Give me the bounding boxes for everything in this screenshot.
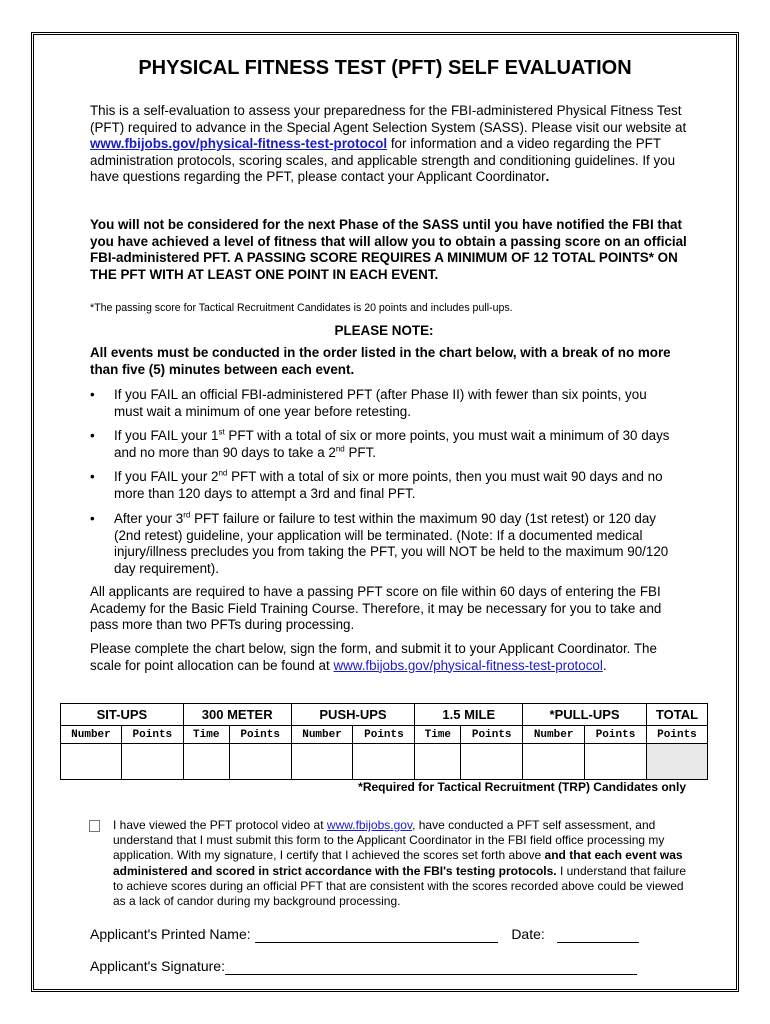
intro-text: This is a self-evaluation to assess your preparedness for the FBI-administered Physical Fitness Test (PFT) required to advance in the Special Agent Selection System (SASS). Please visit our website at [90, 103, 687, 135]
bullet-text: After your 3rd PFT failure or failure to test within the maximum 90 day (1st retest) or 120 day (2nd retest) guideline, your application will be terminated. (Note: If a documented medical injury/illness precludes you from taking the PFT, you will NOT be held to the maximum 90/120 day requirement). [114, 510, 669, 576]
please-note-heading: PLEASE NOTE: [334, 323, 434, 338]
bullet-icon: • [90, 511, 95, 526]
warning-paragraph: You will not be considered for the next Phase of the SASS until you have notified the FBI that you have achieved a level of fitness that will allow you to obtain a passing score on an official FBI-administered PFT. A PASSING SCORE REQUIRES A MINIMUM OF 12 TOTAL POINTS* ON THE PFT WITH AT LEAST ONE POINT IN EACH EVENT. [90, 217, 687, 282]
header-300-meter: 300 METER [183, 704, 291, 726]
subheader-cell: Number [61, 726, 122, 744]
bullet-text: If you FAIL your 1st PFT with a total of six or more points, you must wait a minimum of 30 days and no more than 90 days to take a 2nd PFT. [114, 427, 670, 460]
bullet-text: If you FAIL your 2nd PFT with a total of six or more points, then you must wait 90 days and no more than 120 days to attempt a 3rd and final PFT. [114, 468, 663, 501]
300m-time-entry[interactable] [183, 744, 229, 780]
trc-footnote: *The passing score for Tactical Recruitment Candidates is 20 points and includes pull-ups. [90, 302, 513, 314]
page-title: PHYSICAL FITNESS TEST (PFT) SELF EVALUATION [138, 57, 632, 79]
subheader-cell: Points [646, 726, 707, 744]
date-field[interactable] [557, 928, 639, 943]
table-subheader-row [61, 726, 708, 744]
bullet-icon: • [90, 469, 95, 484]
subheader-cell: Points [585, 726, 647, 744]
date-label: Date: [511, 926, 545, 942]
bullet-icon: • [90, 387, 95, 402]
pft-protocol-link[interactable]: www.fbijobs.gov/physical-fitness-test-protocol [90, 136, 388, 151]
order-note: All events must be conducted in the order listed in the chart below, with a break of no more than five (5) minutes between each event. [90, 345, 671, 377]
signature-label: Applicant's Signature: [90, 958, 225, 974]
header-total: TOTAL [646, 704, 707, 726]
mile-points-entry[interactable] [461, 744, 523, 780]
header-situps: SIT-UPS [61, 704, 184, 726]
trp-note: *Required for Tactical Recruitment (TRP) Candidates only [358, 780, 686, 794]
situps-points-entry[interactable] [121, 744, 183, 780]
academy-note: All applicants are required to have a passing PFT score on file within 60 days of entering the FBI Academy for the Basic Field Training Course. Therefore, it may be necessary for you to take and pass more than two PFTs during processing. [90, 584, 662, 632]
subheader-cell: Points [229, 726, 291, 744]
table-header-row [61, 704, 708, 726]
subheader-cell: Points [121, 726, 183, 744]
pushups-number-entry[interactable] [291, 744, 353, 780]
subheader-cell: Number [523, 726, 585, 744]
table-entry-row [61, 744, 708, 780]
complete-note-text: Please complete the chart below, sign the form, and submit it to your Applicant Coordinator. The scale for point allocation can be found at [90, 641, 657, 673]
bullet-text: If you FAIL an official FBI-administered PFT (after Phase II) with fewer than six points, you must wait a minimum of one year before retesting. [114, 387, 647, 419]
pullups-number-entry[interactable] [523, 744, 585, 780]
pushups-points-entry[interactable] [353, 744, 415, 780]
certification-text: I have viewed the PFT protocol video at www.fbijobs.gov, have conducted a PFT self assessment, and understand that I must submit this form to the Applicant Coordinator in the FBI field office processing my application. With my signature, I certify that I achieved the scores set forth above and that each event was administered and scored in strict accordance with the FBI's testing protocols. I understand that failure to achieve scores during an official PFT that are consistent with the scores recorded above could be viewed as a lack of candor during my background processing. [113, 818, 687, 909]
fbijobs-link[interactable]: www.fbijobs.gov [326, 818, 413, 832]
intro-period: . [545, 169, 550, 184]
intro-paragraph [90, 103, 690, 186]
total-points-entry[interactable] [646, 744, 707, 780]
subheader-cell: Time [415, 726, 461, 744]
printed-name-field[interactable] [255, 928, 498, 943]
mile-time-entry[interactable] [415, 744, 461, 780]
subheader-cell: Number [291, 726, 353, 744]
scores-table [60, 703, 708, 780]
pullups-points-entry[interactable] [585, 744, 647, 780]
subheader-cell: Points [353, 726, 415, 744]
printed-name-label: Applicant's Printed Name: [90, 926, 251, 942]
situps-number-entry[interactable] [61, 744, 122, 780]
signature-row [90, 958, 690, 975]
scale-link[interactable]: www.fbijobs.gov/physical-fitness-test-protocol [333, 657, 603, 673]
300m-points-entry[interactable] [229, 744, 291, 780]
bullet-icon: • [90, 428, 95, 443]
header-pullups: *PULL-UPS [523, 704, 647, 726]
header-pushups: PUSH-UPS [291, 704, 415, 726]
printed-name-row [90, 926, 690, 943]
complete-note: Please complete the chart below, sign the form, and submit it to your Applicant Coordinator. The scale for point allocation can be found at www.fbijobs.gov/physical-fitness-test-protocol. [90, 641, 657, 673]
signature-field[interactable] [225, 960, 637, 975]
intro-text-cont: for information and a video regarding the PFT administration protocols, scoring scales, and applicable strength and conditioning guidelines. If you have questions regarding the PFT, please contact your Applicant Coordinator [90, 136, 676, 184]
subheader-cell: Points [461, 726, 523, 744]
subheader-cell: Time [183, 726, 229, 744]
certification-checkbox[interactable] [89, 820, 100, 832]
header-1-5-mile: 1.5 MILE [415, 704, 523, 726]
